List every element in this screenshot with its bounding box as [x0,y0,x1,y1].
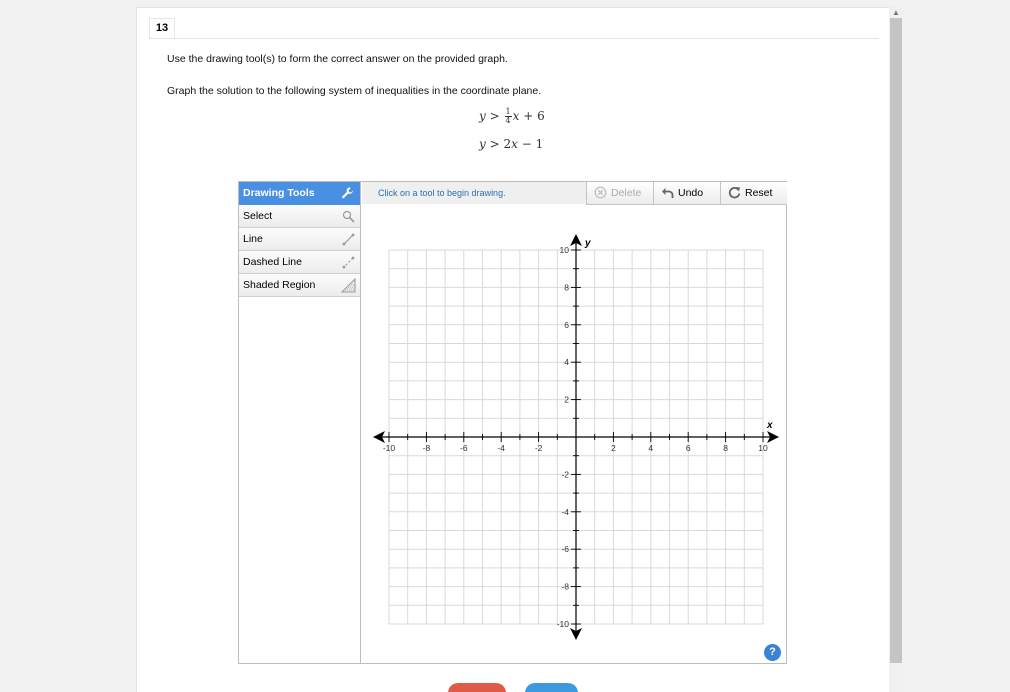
inequality-2 [479,137,543,151]
x-tick-label: 10 [758,443,768,453]
tool-line-label: Line [243,233,263,245]
x-tick-label: 4 [648,443,654,453]
undo-label: Undo [678,187,704,199]
x-tick-label: -10 [382,443,396,453]
ineq1-plus: + [523,109,534,123]
y-tick-label: -10 [556,619,569,629]
drawing-tools-header [239,182,360,205]
tool-dashed-line-label: Dashed Line [243,256,302,268]
y-tick-label: -8 [561,581,569,592]
y-tick-label: -6 [561,544,569,555]
reset-icon [728,186,741,199]
undo-button[interactable] [653,182,720,205]
ineq1-lhs: y [479,109,486,123]
prompt-text: Graph the solution to the following system of inequalities in the coordinate plane. [167,85,542,97]
ineq2-coef: 2 [503,137,512,151]
axes [373,234,779,640]
dashed-line-tool-icon [341,255,356,270]
y-tick-label: -2 [561,469,569,480]
tool-select-label: Select [243,210,273,222]
x-axis-label: x [767,420,773,431]
ineq2-var: x [511,137,518,151]
tool-line[interactable] [239,228,360,251]
graphing-widget [238,181,787,664]
x-tick-label: 8 [723,443,728,453]
y-tick-label: 8 [564,282,569,293]
ineq1-frac-num: 1 [505,107,511,116]
tick-labels [383,238,773,629]
delete-label: Delete [611,187,642,199]
help-button[interactable]: ? [764,644,781,661]
previous-button[interactable] [448,683,506,692]
tool-shaded-region-label: Shaded Region [243,279,316,291]
inequality-1 [479,108,545,125]
x-tick-label: -8 [422,443,431,453]
ineq1-fraction [505,108,512,125]
undo-icon [661,186,674,199]
tool-shaded-region[interactable] [239,274,360,297]
delete-icon [594,186,607,199]
ineq2-op: > [489,137,500,151]
coordinate-plane[interactable] [367,222,787,642]
y-tick-label: 4 [564,357,569,368]
y-tick-label: 2 [564,394,569,405]
reset-button[interactable] [720,182,787,205]
y-tick-label: 6 [564,319,569,330]
x-tick-label: 6 [685,443,691,453]
question-number: 13 [149,18,175,38]
ineq1-frac-den: 4 [505,116,511,125]
drawing-tools-title: Drawing Tools [243,187,315,199]
drawing-tools-panel [239,182,361,663]
next-button[interactable] [525,683,578,692]
delete-button[interactable] [586,182,653,205]
ineq2-lhs: y [479,137,486,151]
line-tool-icon [341,232,356,247]
y-tick-label: 10 [559,245,569,255]
scroll-thumb[interactable] [890,18,902,663]
x-tick-label: -2 [534,443,543,453]
ineq1-op: > [489,109,500,123]
reset-label: Reset [745,187,773,199]
x-tick-label: -6 [460,443,468,453]
toolbar-hint: Click on a tool to begin drawing. [362,182,586,204]
x-tick-label: 2 [611,443,616,453]
x-tick-label: -4 [497,443,505,453]
instruction-text: Use the drawing tool(s) to form the correct answer on the provided graph. [167,53,508,65]
header-divider [149,38,879,39]
y-axis-label: y [585,238,591,249]
tool-select[interactable] [239,205,360,228]
wrench-icon [341,186,354,200]
tool-dashed-line[interactable] [239,251,360,274]
ineq1-var: x [512,109,520,123]
y-tick-label: -4 [561,506,569,517]
shaded-region-tool-icon [341,278,356,293]
ineq1-const: 6 [537,109,545,123]
ineq2-minus: − [521,137,532,151]
scroll-up-icon[interactable]: ▲ [892,8,900,17]
scrollbar[interactable] [889,7,903,692]
ineq2-const: 1 [535,137,544,151]
select-pointer-icon [341,209,356,224]
